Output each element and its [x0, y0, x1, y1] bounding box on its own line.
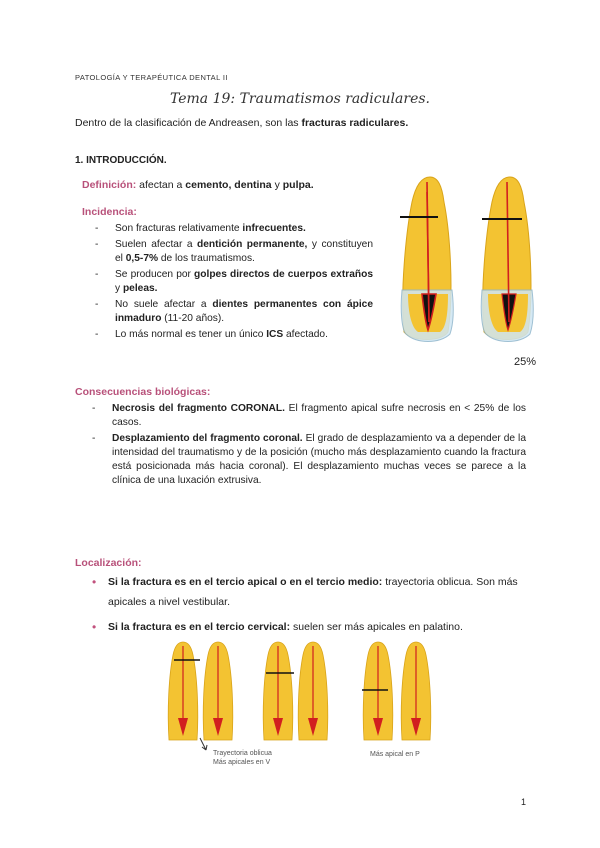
intro-pre: Dentro de la clasificación de Andreasen, son las	[75, 117, 302, 129]
inc2-bold2: 0,5-7%	[125, 253, 159, 264]
root-pair-3	[362, 642, 431, 740]
consecuencias-label-wrap	[75, 386, 210, 398]
incidencia-label-wrap	[82, 206, 137, 218]
list-item	[86, 432, 526, 488]
inc4-bold: dientes permanentes con ápice inmaduro	[115, 299, 374, 324]
inc2-mid: y constituyen el	[115, 239, 373, 264]
loc1-post: trayectoria oblicua. Son más apicales a nivel vestibular.	[108, 576, 518, 608]
cons1-post: El fragmento apical sufre necrosis en < 25% de los casos.	[112, 403, 526, 428]
teeth-caption: 25%	[514, 356, 537, 368]
tooth-illustration-1	[400, 177, 453, 342]
diagram-caption-palatino: Más apical en P	[370, 751, 420, 758]
cons2-bold: Desplazamiento del fragmento coronal.	[112, 433, 303, 444]
list-item	[89, 298, 373, 326]
consecuencias-list	[86, 402, 526, 490]
inc5-pre: Lo más normal es tener un único	[115, 329, 267, 340]
list-item	[89, 222, 373, 236]
incidencia-label: Incidencia:	[82, 206, 137, 218]
section-introduccion: 1. INTRODUCCIÓN.	[75, 155, 167, 166]
page-title: Tema 19: Traumatismos radiculares.	[169, 91, 430, 107]
definicion	[82, 179, 314, 191]
page-number: 1	[520, 797, 526, 807]
list-item	[89, 328, 373, 342]
intro-text	[75, 117, 408, 129]
tooth-illustration-2	[481, 177, 533, 342]
cons1-bold: Necrosis del fragmento CORONAL.	[112, 403, 285, 414]
caption-line-2: Más apicales en V	[213, 759, 271, 766]
incidencia-list	[89, 222, 373, 344]
inc4-pre: No suele afectar a	[115, 299, 213, 310]
fracture-location-diagram	[160, 640, 440, 745]
definicion-mid: y	[271, 179, 283, 191]
caption-line-1: Trayectoria oblicua	[213, 750, 272, 757]
inc3-pre: Se producen por	[115, 269, 195, 280]
inc5-bold: ICS	[266, 329, 284, 340]
list-item	[89, 238, 373, 266]
inc1-pre: Son fracturas relativamente	[115, 223, 243, 234]
page-header: PATOLOGÍA Y TERAPÉUTICA DENTAL II	[75, 73, 228, 82]
diagram-caption-oblicua	[213, 749, 272, 767]
consecuencias-label: Consecuencias biológicas:	[75, 386, 211, 398]
localizacion-list	[90, 573, 530, 644]
loc1-bold: Si la fractura es en el tercio apical o en el tercio medio:	[108, 576, 383, 588]
inc3-bold2: peleas.	[122, 283, 158, 294]
inc5-post: afectado.	[283, 329, 328, 340]
root-pair-1	[168, 642, 233, 740]
loc2-post: suelen ser más apicales en palatino.	[290, 621, 463, 633]
root-fracture-teeth-illustration	[392, 172, 537, 377]
inc1-bold: infrecuentes.	[242, 223, 306, 234]
intro-bold: fracturas radiculares.	[301, 117, 409, 129]
cons2-post: El grado de desplazamiento va a depender de la intensidad del traumatismo y de la posición (mucho más desplazamiento cuando la fractura está posicionada más hacia coronal). El desplazamiento muchas veces se parece a la clínica de una luxación extrusiva.	[112, 433, 526, 486]
inc3-bold: golpes directos de cuerpos extraños	[194, 269, 373, 280]
inc4-post: (11-20 años).	[161, 313, 225, 324]
loc2-bold: Si la fractura es en el tercio cervical:	[108, 621, 291, 633]
localizacion-label-wrap	[75, 557, 142, 569]
inc3-mid: y	[115, 283, 123, 294]
localizacion-label: Localización:	[75, 557, 142, 569]
list-item	[90, 573, 530, 612]
list-item	[86, 402, 526, 430]
definicion-b2: pulpa.	[282, 179, 314, 191]
root-pair-2	[263, 642, 328, 740]
definicion-pre: afectan a	[136, 179, 186, 191]
inc2-post: de los traumatismos.	[158, 253, 255, 264]
list-item	[89, 268, 373, 296]
inc2-bold: dentición permanente,	[197, 239, 308, 250]
definicion-label: Definición:	[82, 179, 137, 191]
inc2-pre: Suelen afectar a	[115, 239, 198, 250]
list-item	[90, 618, 530, 638]
definicion-b1: cemento, dentina	[185, 179, 272, 191]
